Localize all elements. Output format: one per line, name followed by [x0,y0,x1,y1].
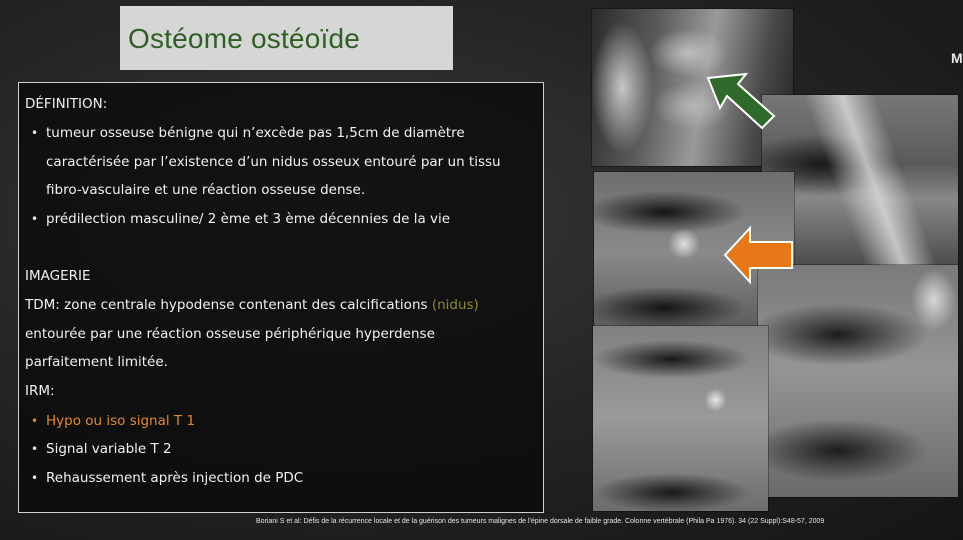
bullet-marker: • [31,414,39,428]
reference-citation: Boriani S et al: Défis de la récurrence locale et de la guérison des tumeurs malignes de l'épine dorsale de faible grade. Colonne vertébrale (Phila Pa 1976). 34 (22 Suppl):S48-57, 2009 [256,518,825,525]
bullet-marker: • [31,442,39,456]
nidus-highlight: (nidus) [431,297,479,313]
irm-bullet: Hypo ou iso signal T 1 [46,413,196,429]
tdm-line: parfaitement limitée. [25,354,168,370]
definition-line: caractérisée par l’existence d’un nidus osseux entouré par un tissu [46,154,501,170]
corner-letter: M [951,50,963,66]
orange-arrow-icon [722,224,796,286]
green-arrow-icon [700,70,780,134]
tdm-line: entourée par une réaction osseuse périphérique hyperdense [25,326,435,342]
bullet-marker: • [31,126,39,140]
imaging-heading: IMAGERIE [25,268,91,284]
definition-line: prédilection masculine/ 2 ème et 3 ème décennies de la vie [46,211,451,227]
irm-bullet: Signal variable T 2 [46,441,172,457]
definition-heading: DÉFINITION: [25,96,108,112]
mri-image-3 [758,265,958,497]
tdm-line [25,297,479,313]
slide-title: Ostéome ostéoïde [128,23,360,54]
definition-line: tumeur osseuse bénigne qui n’excède pas 1,5cm de diamètre [46,125,465,141]
irm-heading: IRM: [25,383,55,399]
tdm-prefix: TDM: zone centrale hypodense contenant des calcifications [25,297,432,313]
irm-bullet: Rehaussement après injection de PDC [46,470,304,486]
definition-line: fibro-vasculaire et une réaction osseuse dense. [46,182,366,198]
title-box [120,6,453,70]
mri-image-4 [593,326,768,511]
bullet-marker: • [31,212,39,226]
bullet-marker: • [31,471,39,485]
content-textbox [18,82,544,513]
